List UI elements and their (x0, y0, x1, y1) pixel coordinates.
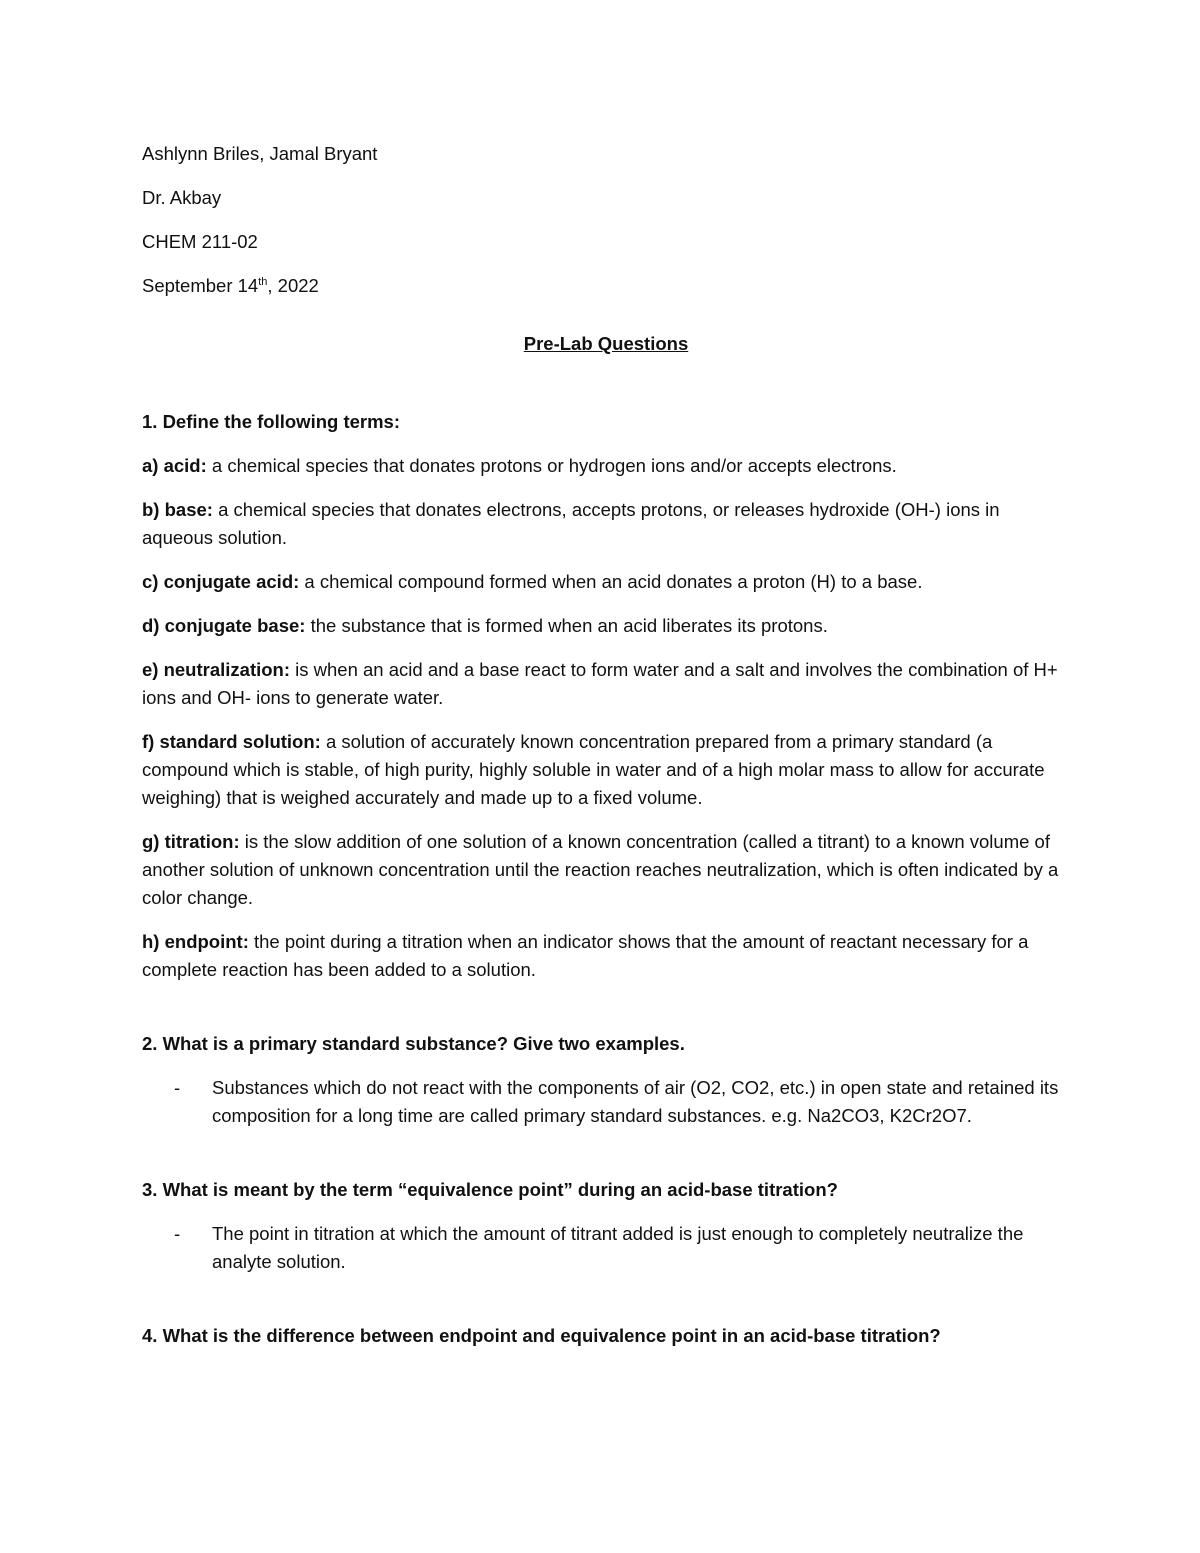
term-standard-solution (142, 728, 1070, 812)
date-prefix: September 14 (142, 275, 259, 296)
question-2-answer (142, 1074, 1070, 1130)
term-label: a) acid: (142, 455, 207, 476)
term-titration (142, 828, 1070, 912)
spacer (142, 1146, 1070, 1176)
answer-text: The point in titration at which the amount of titrant added is just enough to completely neutralize the analyte solution. (212, 1223, 1024, 1272)
date (142, 272, 1070, 300)
term-conjugate-base (142, 612, 1070, 640)
term-label: e) neutralization: (142, 659, 291, 680)
term-definition: is the slow addition of one solution of a known concentration (called a titrant) to a known volume of another solution of unknown concentration until the reaction reaches neutralization, which is often indicated by a color change. (142, 831, 1059, 908)
bullet-dash: - (174, 1077, 181, 1098)
question-2-heading: 2. What is a primary standard substance? Give two examples. (142, 1033, 685, 1054)
term-definition: a chemical species that donates electrons, accepts protons, or releases hydroxide (OH-) ions in aqueous solution. (142, 499, 1000, 548)
question-3-heading: 3. What is meant by the term “equivalence point” during an acid-base titration? (142, 1179, 838, 1200)
question-3-answer (142, 1220, 1070, 1276)
term-label: f) standard solution: (142, 731, 321, 752)
question-4-heading: 4. What is the difference between endpoint and equivalence point in an acid-base titration? (142, 1325, 941, 1346)
date-suffix: , 2022 (267, 275, 319, 296)
term-definition: a solution of accurately known concentration prepared from a primary standard (a compound which is stable, of high purity, highly soluble in water and of a high molar mass to allow for accurate weighing) that is weighed accurately and made up to a fixed volume. (142, 731, 1045, 808)
term-label: d) conjugate base: (142, 615, 306, 636)
date-sup: th (258, 275, 268, 288)
spacer (142, 1000, 1070, 1030)
bullet-dash: - (174, 1223, 181, 1244)
instructor: Dr. Akbay (142, 187, 222, 208)
term-neutralization (142, 656, 1070, 712)
question-1-heading: 1. Define the following terms: (142, 411, 400, 432)
authors: Ashlynn Briles, Jamal Bryant (142, 143, 378, 164)
term-definition: the point during a titration when an indicator shows that the amount of reactant necessary for a complete reaction has been added to a solution. (142, 931, 1029, 980)
term-definition: is when an acid and a base react to form water and a salt and involves the combination of H+ ions and OH- ions to generate water. (142, 659, 1058, 708)
spacer (142, 1292, 1070, 1322)
term-endpoint (142, 928, 1070, 984)
term-label: b) base: (142, 499, 213, 520)
term-definition: the substance that is formed when an acid liberates its protons. (305, 615, 828, 636)
term-conjugate-acid (142, 568, 1070, 596)
term-label: g) titration: (142, 831, 240, 852)
term-definition: a chemical compound formed when an acid donates a proton (H) to a base. (299, 571, 923, 592)
course: CHEM 211-02 (142, 231, 258, 252)
answer-text: Substances which do not react with the components of air (O2, CO2, etc.) in open state and retained its composition for a long time are called primary standard substances. e.g. Na2CO3, K2Cr2O7. (212, 1077, 1059, 1126)
term-acid (142, 452, 1070, 480)
term-label: h) endpoint: (142, 931, 249, 952)
term-base (142, 496, 1070, 552)
page-title: Pre-Lab Questions (523, 333, 689, 354)
term-definition: a chemical species that donates protons or hydrogen ions and/or accepts electrons. (206, 455, 897, 476)
term-label: c) conjugate acid: (142, 571, 300, 592)
